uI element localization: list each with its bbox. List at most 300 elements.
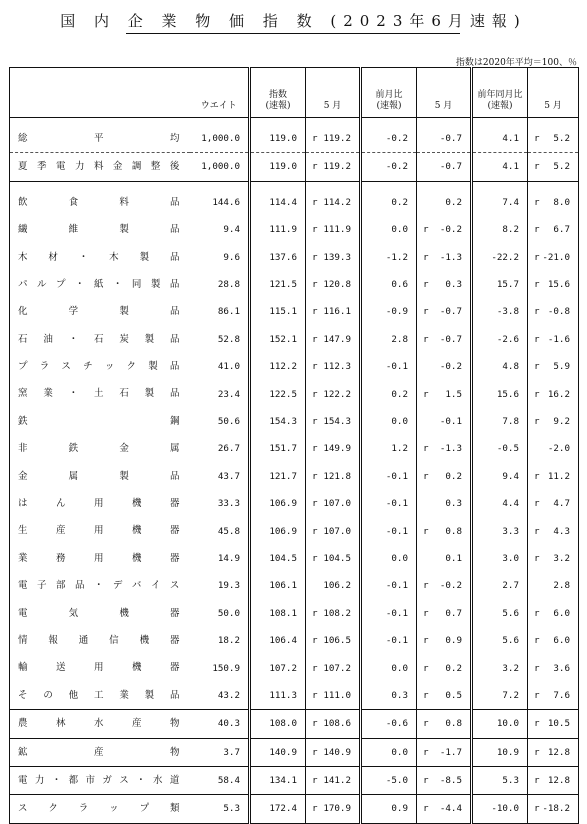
index-prev-month (306, 738, 361, 766)
index-value: 111.9 (250, 216, 306, 243)
index-prev-month (306, 381, 361, 408)
table-row (10, 490, 579, 517)
mom-value: -0.2 (361, 125, 417, 153)
yoy-prev-month (528, 216, 579, 243)
revised-value: 12.8 (547, 746, 570, 758)
category-name (10, 627, 190, 654)
index-prev-month (306, 298, 361, 325)
mom-prev-month (417, 795, 472, 823)
revised-flag: r (534, 224, 540, 236)
index-prev-month (306, 353, 361, 380)
mom-prev-month (417, 216, 472, 243)
revised-value: -2.0 (547, 443, 570, 455)
index-prev-month (306, 153, 361, 181)
revised-flag: r (534, 161, 540, 173)
revised-value: 107.0 (323, 525, 351, 537)
revised-value: 122.2 (323, 388, 351, 400)
mom-value: -0.6 (361, 710, 417, 738)
revised-flag: r (312, 133, 318, 145)
weight-value: 50.0 (217, 607, 240, 619)
mom-value: 0.2 (361, 189, 417, 216)
mom-prev-month (417, 381, 472, 408)
category-name (10, 572, 190, 599)
table-row (10, 572, 579, 599)
weight-value: 26.7 (217, 443, 240, 455)
index-value: 152.1 (250, 326, 306, 353)
yoy-value: 3.0 (472, 545, 528, 572)
revised-value: 8.0 (553, 196, 570, 208)
revised-value: 10.5 (547, 718, 570, 730)
revised-value: -0.1 (439, 416, 462, 427)
index-value: 154.3 (250, 408, 306, 435)
category-name (10, 738, 190, 766)
table-row (10, 654, 579, 681)
revised-flag: r (534, 498, 540, 510)
index-value: 115.1 (250, 298, 306, 325)
category-label: 石 油 ・ 石 炭 製 品 (18, 333, 180, 345)
mom-value: -0.1 (361, 517, 417, 544)
table-row (10, 298, 579, 325)
header-yoy (472, 68, 528, 118)
mom-prev-month (417, 353, 472, 380)
index-value: 119.0 (250, 125, 306, 153)
table-row (10, 125, 579, 153)
revised-value: 111.0 (323, 689, 351, 701)
header-yoy-sub: (速報) (487, 100, 513, 111)
weight-value: 1,000.0 (201, 133, 240, 145)
revised-value: 11.2 (547, 470, 570, 482)
revised-value: 0.9 (445, 635, 462, 647)
category-name (10, 353, 190, 380)
category-label: 総 平 均 (18, 132, 180, 144)
category-label: 窯 業 ・ 土 石 製 品 (18, 388, 180, 400)
revised-value: -0.7 (439, 161, 462, 173)
category-label: 輸 送 用 機 器 (18, 662, 180, 674)
category-name (10, 381, 190, 408)
index-value: 151.7 (250, 435, 306, 462)
revised-flag: r (423, 470, 429, 482)
category-name (10, 189, 190, 216)
yoy-prev-month (528, 435, 579, 462)
category-name (10, 795, 190, 823)
revised-value: 5.2 (553, 161, 570, 173)
header-mom (361, 68, 417, 118)
category-label: 電 子 部 品 ・ デ バ イ ス (18, 580, 180, 592)
revised-value: -21.0 (542, 251, 570, 263)
index-prev-month (306, 710, 361, 738)
revised-flag: r (312, 607, 318, 619)
mom-prev-month (417, 738, 472, 766)
table-row (10, 353, 579, 380)
revised-flag: r (423, 635, 429, 647)
revised-value: 108.6 (323, 718, 351, 730)
revised-flag: r (312, 224, 318, 236)
yoy-value: 8.2 (472, 216, 528, 243)
revised-flag: r (423, 306, 429, 318)
revised-value: -0.2 (439, 224, 462, 236)
category-label: パ ル プ ・ 紙 ・ 同 製 品 (18, 278, 180, 290)
yoy-value: -10.0 (472, 795, 528, 823)
yoy-value: -3.8 (472, 298, 528, 325)
category-label: 電 力 ・ 都 市 ガ ス ・ 水 道 (18, 774, 180, 786)
yoy-prev-month (528, 463, 579, 490)
row-spacer (10, 118, 579, 126)
weight-value: 52.8 (217, 333, 240, 345)
revised-flag: r (312, 662, 318, 674)
revised-value: 149.9 (323, 443, 351, 455)
revised-flag: r (534, 718, 540, 730)
weight-value: 23.4 (217, 388, 240, 400)
yoy-prev-month (528, 517, 579, 544)
revised-flag: r (423, 279, 429, 291)
yoy-value: 15.7 (472, 271, 528, 298)
index-prev-month (306, 545, 361, 572)
revised-value: -18.2 (542, 803, 570, 815)
mom-value: -0.1 (361, 600, 417, 627)
index-value: 104.5 (250, 545, 306, 572)
revised-value: 5.9 (553, 361, 570, 373)
yoy-value: 2.7 (472, 572, 528, 599)
revised-value: 0.3 (445, 498, 462, 510)
index-value: 106.9 (250, 490, 306, 517)
revised-value: 7.6 (553, 689, 570, 701)
category-label: 農 林 水 産 物 (18, 718, 180, 730)
revised-value: 119.2 (323, 133, 351, 145)
revised-flag: r (312, 251, 318, 263)
category-name (10, 490, 190, 517)
mom-prev-month (417, 654, 472, 681)
index-prev-month (306, 600, 361, 627)
revised-value: -0.2 (439, 361, 462, 373)
revised-flag: r (534, 333, 540, 345)
table-row (10, 244, 579, 271)
revised-flag: r (312, 361, 318, 373)
table-row (10, 381, 579, 408)
revised-flag: r (534, 388, 540, 400)
mom-prev-month (417, 189, 472, 216)
mom-prev-month (417, 517, 472, 544)
mom-prev-month (417, 326, 472, 353)
index-prev-month (306, 408, 361, 435)
table-row (10, 326, 579, 353)
revised-value: 3.2 (553, 552, 570, 564)
revised-flag: r (534, 607, 540, 619)
revised-flag: r (312, 552, 318, 564)
weight-value: 9.4 (223, 224, 240, 236)
revised-flag: r (423, 607, 429, 619)
revised-value: 1.5 (445, 388, 462, 400)
revised-flag: r (423, 224, 429, 236)
weight-value: 14.9 (217, 552, 240, 564)
revised-flag: r (423, 443, 429, 455)
table-row (10, 271, 579, 298)
table-row (10, 710, 579, 738)
mom-prev-month (417, 490, 472, 517)
revised-flag: r (312, 718, 318, 730)
revised-value: 0.1 (445, 552, 462, 564)
revised-flag: r (534, 306, 540, 318)
table-row (10, 545, 579, 572)
yoy-prev-month (528, 298, 579, 325)
category-label: 生 産 用 機 器 (18, 525, 180, 537)
table-row (10, 795, 579, 823)
revised-value: 4.7 (553, 498, 570, 510)
header-mom-prev-month: 5 月 (417, 68, 472, 118)
revised-flag: r (312, 333, 318, 345)
category-name (10, 600, 190, 627)
mom-prev-month (417, 125, 472, 153)
revised-value: -1.3 (439, 251, 462, 263)
row-spacer (10, 181, 579, 189)
table-header-row (10, 68, 579, 118)
index-value: 122.5 (250, 381, 306, 408)
revised-value: 104.5 (323, 552, 351, 564)
revised-value: 116.1 (323, 306, 351, 318)
revised-value: 120.8 (323, 279, 351, 291)
revised-flag: r (312, 306, 318, 318)
yoy-prev-month (528, 627, 579, 654)
header-weight: ウエイト (190, 68, 250, 118)
category-label: 夏 季 電 力 料 金 調 整 後 (18, 161, 180, 173)
revised-flag: r (534, 689, 540, 701)
yoy-value: -2.6 (472, 326, 528, 353)
header-index-label: 指数 (268, 90, 287, 101)
header-index-prev-month: 5 月 (306, 68, 361, 118)
revised-value: 0.8 (445, 525, 462, 537)
revised-flag: r (312, 803, 318, 815)
category-label: 鉱 産 物 (18, 746, 180, 758)
table-row (10, 153, 579, 181)
category-name (10, 244, 190, 271)
revised-flag: r (423, 525, 429, 537)
index-prev-month (306, 627, 361, 654)
revised-flag: r (423, 388, 429, 400)
revised-value: -0.8 (547, 306, 570, 318)
yoy-prev-month (528, 682, 579, 710)
revised-value: 3.6 (553, 662, 570, 674)
index-prev-month (306, 766, 361, 794)
revised-flag: r (423, 803, 429, 815)
index-value: 111.3 (250, 682, 306, 710)
revised-flag: r (534, 361, 540, 373)
category-label: 業 務 用 機 器 (18, 552, 180, 564)
mom-value: 0.0 (361, 408, 417, 435)
revised-flag: r (423, 746, 429, 758)
yoy-value: 7.4 (472, 189, 528, 216)
mom-value: 0.0 (361, 545, 417, 572)
revised-flag: r (534, 746, 540, 758)
revised-flag: r (534, 279, 540, 291)
mom-value: -0.9 (361, 298, 417, 325)
category-name (10, 463, 190, 490)
index-value: 119.0 (250, 153, 306, 181)
index-prev-month (306, 795, 361, 823)
header-yoy-label: 前年同月比 (477, 90, 523, 101)
revised-flag: r (423, 775, 429, 787)
yoy-prev-month (528, 153, 579, 181)
revised-value: 106.2 (323, 580, 351, 592)
revised-flag: r (534, 662, 540, 674)
revised-flag: r (534, 251, 540, 263)
revised-flag: r (423, 580, 429, 592)
index-prev-month (306, 517, 361, 544)
mom-prev-month (417, 298, 472, 325)
revised-flag: r (312, 416, 318, 427)
weight-value: 58.4 (190, 766, 250, 794)
index-prev-month (306, 435, 361, 462)
mom-prev-month (417, 408, 472, 435)
revised-value: 114.2 (323, 196, 351, 208)
mom-value: 0.2 (361, 381, 417, 408)
mom-value: -0.1 (361, 490, 417, 517)
weight-value: 19.3 (217, 580, 240, 592)
table-body (10, 118, 579, 824)
revised-flag: r (423, 718, 429, 730)
category-name (10, 435, 190, 462)
category-name (10, 545, 190, 572)
category-label: 繊 維 製 品 (18, 224, 180, 236)
weight-value: 50.6 (217, 416, 240, 427)
category-label: 金 属 製 品 (18, 470, 180, 482)
table-row (10, 627, 579, 654)
revised-flag: r (534, 196, 540, 208)
table-row (10, 600, 579, 627)
unit-note: 指数は2020年平均＝100、％ (455, 58, 577, 68)
weight-value: 28.8 (217, 279, 240, 291)
revised-value: 0.2 (445, 196, 462, 208)
revised-value: -1.3 (439, 443, 462, 455)
index-prev-month (306, 490, 361, 517)
yoy-value: -22.2 (472, 244, 528, 271)
index-value: 106.4 (250, 627, 306, 654)
revised-flag: r (312, 525, 318, 537)
index-prev-month (306, 463, 361, 490)
revised-value: 121.8 (323, 470, 351, 482)
revised-value: -0.2 (439, 580, 462, 592)
revised-value: -1.6 (547, 333, 570, 345)
revised-value: 107.0 (323, 498, 351, 510)
revised-value: 108.2 (323, 607, 351, 619)
yoy-prev-month (528, 271, 579, 298)
category-name (10, 710, 190, 738)
weight-value: 5.3 (190, 795, 250, 823)
weight-value: 1,000.0 (190, 153, 250, 181)
revised-flag: r (534, 635, 540, 647)
revised-flag: r (534, 775, 540, 787)
yoy-prev-month (528, 710, 579, 738)
yoy-value: 4.1 (472, 125, 528, 153)
mom-value: -0.2 (361, 153, 417, 181)
mom-prev-month (417, 244, 472, 271)
yoy-value: 4.4 (472, 490, 528, 517)
mom-value: 0.6 (361, 271, 417, 298)
revised-flag: r (312, 196, 318, 208)
revised-flag: r (534, 416, 540, 427)
index-value: 172.4 (250, 795, 306, 823)
category-label: 鉄 鋼 (18, 415, 180, 427)
mom-value: -1.2 (361, 244, 417, 271)
revised-flag: r (312, 498, 318, 510)
mom-value: 1.2 (361, 435, 417, 462)
page-title: 国 内 企 業 物 価 指 数 (2023年6月速報) (60, 12, 527, 30)
mom-value: -5.0 (361, 766, 417, 794)
weight-value: 43.7 (217, 470, 240, 482)
revised-flag: r (534, 803, 540, 815)
category-label: ス ク ラ ッ プ 類 (18, 803, 180, 815)
mom-prev-month (417, 600, 472, 627)
weight-value: 33.3 (217, 498, 240, 510)
revised-value: 0.5 (445, 689, 462, 701)
revised-flag: r (423, 689, 429, 701)
revised-flag: r (312, 635, 318, 647)
revised-flag: r (312, 775, 318, 787)
yoy-value: 7.2 (472, 682, 528, 710)
yoy-prev-month (528, 189, 579, 216)
revised-flag: r (534, 470, 540, 482)
weight-value: 86.1 (217, 306, 240, 318)
table-row (10, 435, 579, 462)
mom-prev-month (417, 545, 472, 572)
table-row (10, 408, 579, 435)
title-underline (126, 33, 460, 34)
revised-value: -8.5 (439, 775, 462, 787)
revised-value: -4.4 (439, 803, 462, 815)
index-value: 108.0 (250, 710, 306, 738)
mom-value: -0.1 (361, 463, 417, 490)
index-prev-month (306, 216, 361, 243)
index-value: 121.7 (250, 463, 306, 490)
yoy-prev-month (528, 600, 579, 627)
index-prev-month (306, 271, 361, 298)
revised-flag: r (423, 251, 429, 263)
revised-flag: r (423, 662, 429, 674)
weight-value: 150.9 (212, 662, 240, 674)
revised-value: 0.2 (445, 662, 462, 674)
mom-prev-month (417, 435, 472, 462)
revised-value: 170.9 (323, 803, 351, 815)
weight-value: 45.8 (217, 525, 240, 537)
table-row (10, 216, 579, 243)
yoy-value: 4.8 (472, 353, 528, 380)
index-value: 140.9 (250, 738, 306, 766)
header-yoy-prev-month: 5 月 (528, 68, 579, 118)
revised-value: 147.9 (323, 333, 351, 345)
mom-value: 2.8 (361, 326, 417, 353)
category-name (10, 125, 190, 153)
mom-prev-month (417, 682, 472, 710)
yoy-prev-month (528, 326, 579, 353)
revised-flag: r (534, 525, 540, 537)
index-value: 106.1 (250, 572, 306, 599)
revised-value: 0.3 (445, 279, 462, 291)
category-name (10, 517, 190, 544)
yoy-prev-month (528, 654, 579, 681)
yoy-value: 5.6 (472, 627, 528, 654)
revised-value: 141.2 (323, 775, 351, 787)
revised-value: 4.3 (553, 525, 570, 537)
yoy-value: 5.6 (472, 600, 528, 627)
revised-value: 119.2 (323, 161, 351, 173)
revised-value: 6.0 (553, 607, 570, 619)
mom-value: 0.9 (361, 795, 417, 823)
mom-prev-month (417, 766, 472, 794)
revised-value: 0.7 (445, 607, 462, 619)
yoy-prev-month (528, 244, 579, 271)
yoy-value: 7.8 (472, 408, 528, 435)
mom-value: 0.0 (361, 654, 417, 681)
revised-value: 15.6 (547, 279, 570, 291)
header-mom-sub: (速報) (376, 100, 402, 111)
